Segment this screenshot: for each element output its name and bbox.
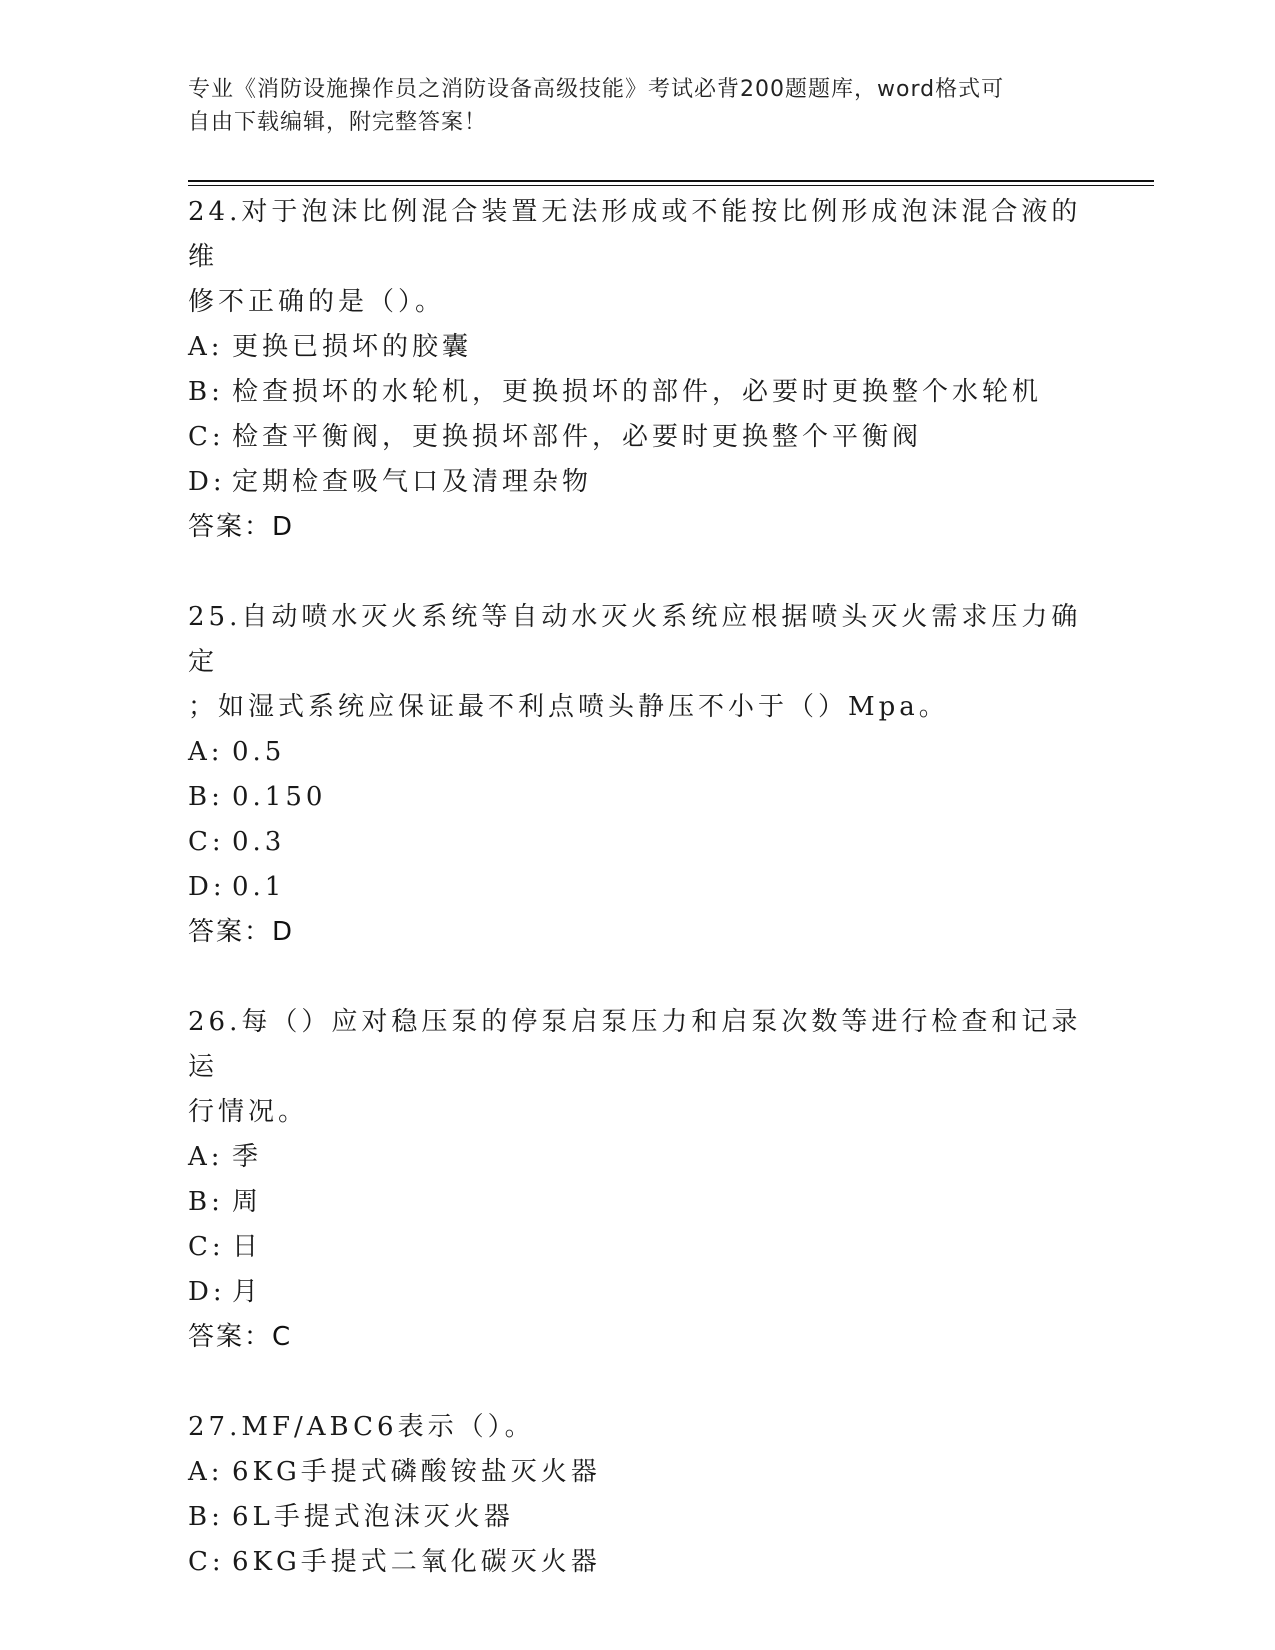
answer: 答案：D	[188, 917, 295, 947]
option-text: 更换已损坏的胶囊	[232, 332, 473, 362]
option-letter: C:	[188, 827, 225, 857]
question-24	[188, 190, 1088, 550]
option-letter: A:	[188, 1457, 224, 1487]
question-text: 27.MF/ABC6表示（）。	[188, 1412, 535, 1442]
question-27	[188, 1405, 1088, 1585]
question-text-continued: 行情况。	[188, 1097, 309, 1127]
option-d	[188, 1270, 1088, 1315]
option-text: 0.3	[232, 827, 286, 857]
option-d	[188, 460, 1088, 505]
option-b	[188, 370, 1088, 415]
document-header	[188, 73, 1088, 139]
option-b	[188, 775, 1088, 820]
option-text: 0.150	[232, 782, 327, 812]
option-letter: B:	[188, 377, 224, 407]
option-letter: A:	[188, 737, 224, 767]
option-text: 定期检查吸气口及清理杂物	[232, 467, 593, 497]
question-text-continued: 修不正确的是（）。	[188, 287, 446, 317]
option-letter: B:	[188, 782, 224, 812]
option-text: 6L手提式泡沫灭火器	[232, 1502, 514, 1532]
option-a	[188, 325, 1088, 370]
header-line-2: 自由下载编辑，附完整答案！	[188, 110, 488, 135]
option-text: 日	[232, 1232, 263, 1262]
option-text: 0.1	[232, 872, 286, 902]
option-c	[188, 1540, 1088, 1585]
option-letter: A:	[188, 332, 224, 362]
option-text: 6KG手提式磷酸铵盐灭火器	[232, 1457, 601, 1487]
question-text: 25.自动喷水灭火系统等自动水灭火系统应根据喷头灭火需求压力确定	[188, 602, 1082, 677]
option-letter: C:	[188, 1547, 225, 1577]
option-text: 检查损坏的水轮机，更换损坏的部件，必要时更换整个水轮机	[232, 377, 1043, 407]
question-text: 26.每（）应对稳压泵的停泵启泵压力和启泵次数等进行检查和记录运	[188, 1007, 1082, 1082]
option-text: 月	[232, 1277, 263, 1307]
option-a	[188, 1135, 1088, 1180]
option-text: 6KG手提式二氧化碳灭火器	[232, 1547, 601, 1577]
option-letter: D:	[188, 872, 226, 902]
header-rule-thin	[188, 185, 1154, 186]
option-c	[188, 415, 1088, 460]
question-spacer	[188, 550, 1088, 595]
question-spacer	[188, 1360, 1088, 1405]
header-line-1: 专业《消防设施操作员之消防设备高级技能》考试必背200题题库，word格式可	[188, 77, 1005, 102]
question-spacer	[188, 955, 1088, 1000]
answer: 答案：C	[188, 1322, 293, 1352]
question-list	[188, 190, 1088, 1585]
question-text: 24.对于泡沫比例混合装置无法形成或不能按比例形成泡沫混合液的维	[188, 197, 1082, 272]
answer: 答案：D	[188, 512, 295, 542]
question-text-continued: ；如湿式系统应保证最不利点喷头静压不小于（）Mpa。	[188, 692, 949, 722]
option-text: 检查平衡阀，更换损坏部件，必要时更换整个平衡阀	[232, 422, 923, 452]
option-text: 0.5	[232, 737, 286, 767]
option-a	[188, 730, 1088, 775]
option-letter: A:	[188, 1142, 224, 1172]
option-b	[188, 1180, 1088, 1225]
header-rule-thick	[188, 180, 1154, 182]
option-letter: D:	[188, 467, 226, 497]
option-b	[188, 1495, 1088, 1540]
option-c	[188, 1225, 1088, 1270]
option-d	[188, 865, 1088, 910]
option-letter: B:	[188, 1187, 224, 1217]
option-a	[188, 1450, 1088, 1495]
question-25	[188, 595, 1088, 955]
option-letter: B:	[188, 1502, 224, 1532]
option-text: 周	[232, 1187, 263, 1217]
option-letter: D:	[188, 1277, 226, 1307]
option-letter: C:	[188, 422, 225, 452]
option-c	[188, 820, 1088, 865]
option-text: 季	[232, 1142, 263, 1172]
option-letter: C:	[188, 1232, 225, 1262]
question-26	[188, 1000, 1088, 1360]
